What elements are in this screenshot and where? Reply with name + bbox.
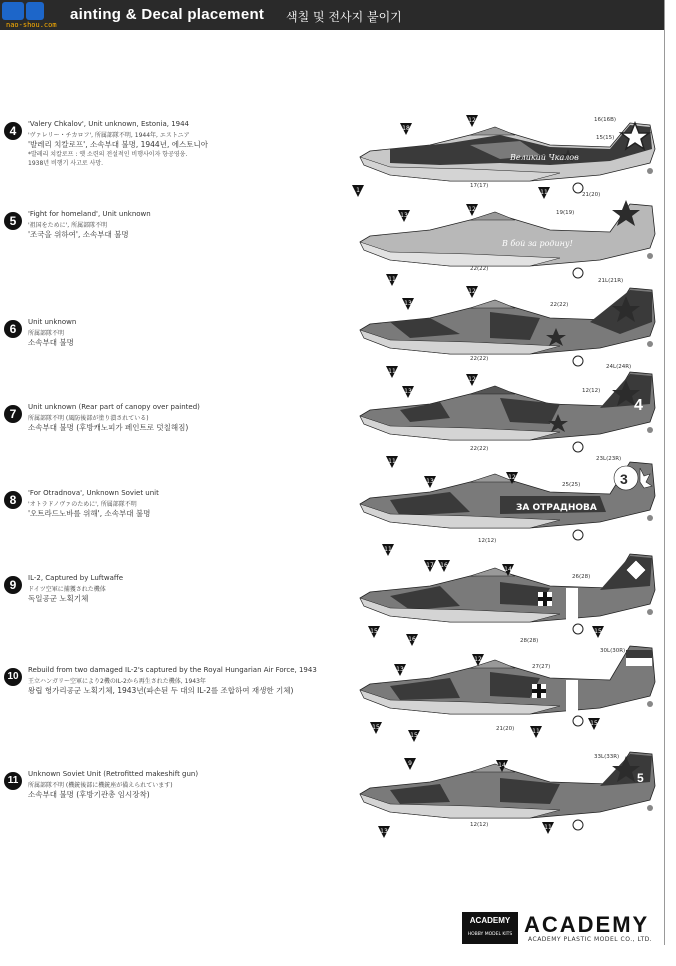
logo-site-text: nao-shou.com bbox=[6, 21, 57, 29]
entry-note-1: *발레리 치칼로프 : 옛 소련의 전설적인 비행사이자 항공영웅. bbox=[28, 151, 188, 158]
entry-caption-ko: 소속부대 불명 (후방캐노피가 페인트로 덧칠해짐) bbox=[28, 423, 189, 432]
decal-number: 21(20) bbox=[582, 192, 601, 198]
page-title: ainting & Decal placement bbox=[70, 6, 265, 23]
badge-subtitle: HOBBY MODEL KITS bbox=[467, 932, 513, 937]
decal-marker-number: 15 bbox=[590, 720, 598, 727]
decal-number: 23L(23R) bbox=[596, 456, 622, 462]
entry-caption-ja: 所属部隊不明 (風防後部が塗り潰されている) bbox=[28, 415, 149, 422]
hungarian-tail-stripes-icon bbox=[626, 650, 652, 674]
entry-caption-ja: '祖国をために', 所属部隊不明 bbox=[28, 222, 108, 229]
entry-caption-ja: 'ヴァレリー・チカロフ', 所属部隊不明, 1944年, エストニア bbox=[28, 132, 190, 139]
decal-number: 24L(24R) bbox=[606, 364, 632, 370]
page-header bbox=[0, 0, 664, 30]
aircraft-profile-5 bbox=[350, 190, 660, 285]
aircraft-slogan: В бой за родину! bbox=[502, 239, 573, 248]
decal-marker-number: 12 bbox=[468, 117, 476, 124]
decal-number: 22(22) bbox=[550, 302, 569, 308]
decal-marker-number: 11 bbox=[388, 458, 396, 465]
aircraft-slogan: ЗА ОТРАДНОВА bbox=[516, 503, 597, 513]
entry-caption-ja: 所属部隊不明 (機銃後部に機銃座が備えられています) bbox=[28, 782, 173, 789]
entry-caption-en: Rebuild from two damaged IL-2's captured by the Royal Hungarian Air Force, 1943 bbox=[28, 666, 317, 674]
company-name: ACADEMY PLASTIC MODEL CO., LTD. bbox=[528, 936, 653, 943]
decal-number: 12(12) bbox=[470, 822, 489, 828]
entry-caption-ko: 왕립 헝가리공군 노획기체, 1943년(파손된 두 대의 IL-2를 조합하여 재생한 기체) bbox=[28, 686, 294, 695]
decal-marker-number: 11 bbox=[532, 728, 540, 735]
entry-caption-ja: 所属部隊不明 bbox=[28, 330, 65, 337]
decal-marker-number: 15 bbox=[372, 724, 380, 731]
entry-caption-ko: 소속부대 불명 (후방기관총 임시장착) bbox=[28, 790, 150, 799]
entry-caption-ko: '발레리 치칼로프', 소속부대 불명, 1944년, 에스토니아 bbox=[28, 140, 208, 149]
decal-marker-number: 15 bbox=[370, 628, 378, 635]
decal-marker-number: 13 bbox=[396, 666, 404, 673]
decal-marker-number: 11 bbox=[388, 368, 396, 375]
decal-marker-number: 12 bbox=[474, 656, 482, 663]
decal-number: 27(27) bbox=[532, 664, 551, 670]
decal-marker-number: 17 bbox=[426, 562, 434, 569]
decal-number: 16(16B) bbox=[594, 117, 617, 123]
entry-number: 8 bbox=[4, 491, 22, 509]
decal-number: 15(15) bbox=[596, 135, 615, 141]
entry-number: 4 bbox=[4, 122, 22, 140]
decal-number: 12(12) bbox=[478, 538, 497, 544]
hungarian-cross-icon bbox=[532, 684, 546, 698]
entry-caption-ko: 독일공군 노획기체 bbox=[28, 594, 89, 603]
decal-marker-number: 9 bbox=[408, 760, 412, 767]
decal-marker-number: 18 bbox=[402, 125, 410, 132]
balkenkreuz-icon bbox=[538, 592, 552, 606]
decal-marker-number: 12 bbox=[468, 288, 476, 295]
aircraft-profile-11 bbox=[350, 742, 660, 842]
entry-caption-en: Unit unknown (Rear part of canopy over painted) bbox=[28, 403, 200, 411]
aircraft-profile-8 bbox=[350, 452, 660, 552]
entry-number: 6 bbox=[4, 320, 22, 338]
entry-caption-ko: '조국을 위하여', 소속부대 불명 bbox=[28, 230, 129, 239]
decal-marker-number: 12 bbox=[468, 376, 476, 383]
entry-caption-en: Unit unknown bbox=[28, 318, 77, 326]
academy-logo: ACADEMY bbox=[524, 912, 650, 937]
badge-title: ACADEMY bbox=[469, 916, 511, 925]
decal-number: 22(22) bbox=[470, 356, 489, 362]
decal-marker-number: 1 bbox=[356, 187, 360, 194]
page-border bbox=[664, 0, 665, 945]
entry-number: 5 bbox=[4, 212, 22, 230]
decal-number: 19(19) bbox=[556, 210, 575, 216]
decal-marker-number: 13 bbox=[404, 388, 412, 395]
decal-number: 25(25) bbox=[562, 482, 581, 488]
decal-marker-number: 15 bbox=[594, 628, 602, 635]
decal-marker-number: 11 bbox=[540, 189, 548, 196]
decal-marker-number: 16 bbox=[440, 562, 448, 569]
decal-marker-number: 11 bbox=[388, 276, 396, 283]
entry-number: 10 bbox=[4, 668, 22, 686]
entry-caption-ja: ドイツ空軍に捕獲された機体 bbox=[28, 586, 106, 593]
entry-number: 9 bbox=[4, 576, 22, 594]
entry-caption-ko: '오트라드노바를 위해', 소속부대 불명 bbox=[28, 509, 151, 518]
logo-badge-icon bbox=[26, 2, 44, 20]
decal-marker-number: 11 bbox=[384, 546, 392, 553]
entry-caption-en: Unknown Soviet Unit (Retrofitted makeshift gun) bbox=[28, 770, 199, 778]
aircraft-profile-10 bbox=[350, 638, 660, 748]
decal-number: 26(28) bbox=[572, 574, 591, 580]
decal-marker-number: 13 bbox=[404, 300, 412, 307]
entry-caption-en: 'Valery Chkalov', Unit unknown, Estonia, 1944 bbox=[28, 120, 190, 128]
decal-marker-number: 13 bbox=[400, 212, 408, 219]
decal-marker-number: 12 bbox=[468, 206, 476, 213]
decal-number: 22(22) bbox=[470, 446, 489, 452]
decal-marker-number: 13 bbox=[380, 828, 388, 835]
entry-number: 7 bbox=[4, 405, 22, 423]
decal-number: 22(22) bbox=[470, 266, 489, 272]
decal-marker-number: 16 bbox=[408, 636, 416, 643]
decal-number: 28(28) bbox=[520, 638, 539, 644]
entry-caption-ja: 'オトラドノヴァのために', 所属部隊不明 bbox=[28, 501, 137, 508]
entry-note-2: 1938년 비행기 사고로 사망. bbox=[28, 160, 104, 167]
decal-number: 12(12) bbox=[582, 388, 601, 394]
site-logo bbox=[2, 2, 68, 29]
aircraft-slogan: Великий Чкалов bbox=[510, 153, 579, 162]
aircraft-profile-7 bbox=[350, 364, 660, 464]
tail-number: 4 bbox=[634, 397, 643, 414]
page-title-korean: 색칠 및 전사지 붙이기 bbox=[286, 10, 402, 24]
aircraft-profile-4 bbox=[350, 105, 660, 200]
decal-marker-number: 15 bbox=[410, 732, 418, 739]
tail-number: 3 bbox=[620, 471, 628, 487]
entry-caption-en: 'Fight for homeland', Unit unknown bbox=[28, 210, 151, 218]
decal-number: 17(17) bbox=[470, 183, 489, 189]
entry-caption-en: 'For Otradnova', Unknown Soviet unit bbox=[28, 489, 159, 497]
academy-badge-logo bbox=[462, 912, 518, 944]
decal-number: 21L(21R) bbox=[598, 278, 624, 284]
decal-number: 30L(30R) bbox=[600, 648, 626, 654]
decal-marker-number: 11 bbox=[544, 824, 552, 831]
decal-marker-number: 12 bbox=[508, 474, 516, 481]
aircraft-profile-6 bbox=[350, 278, 660, 378]
entry-caption-ja: 王立ハンガリー空軍により2機のIL-2から再生された機体, 1943年 bbox=[28, 678, 206, 685]
aircraft-profile-9 bbox=[350, 546, 660, 646]
decal-marker-number: 14 bbox=[504, 566, 512, 573]
entry-caption-ko: 소속부대 불명 bbox=[28, 338, 74, 347]
decal-marker-number: 14 bbox=[498, 762, 506, 769]
entry-number: 11 bbox=[4, 772, 22, 790]
decal-number: 21(20) bbox=[496, 726, 515, 732]
entry-caption-en: IL-2, Captured by Luftwaffe bbox=[28, 574, 124, 582]
logo-badge-icon bbox=[2, 2, 24, 20]
decal-marker-number: 13 bbox=[426, 478, 434, 485]
decal-number: 33L(33R) bbox=[594, 754, 620, 760]
tail-number: 5 bbox=[637, 771, 644, 785]
